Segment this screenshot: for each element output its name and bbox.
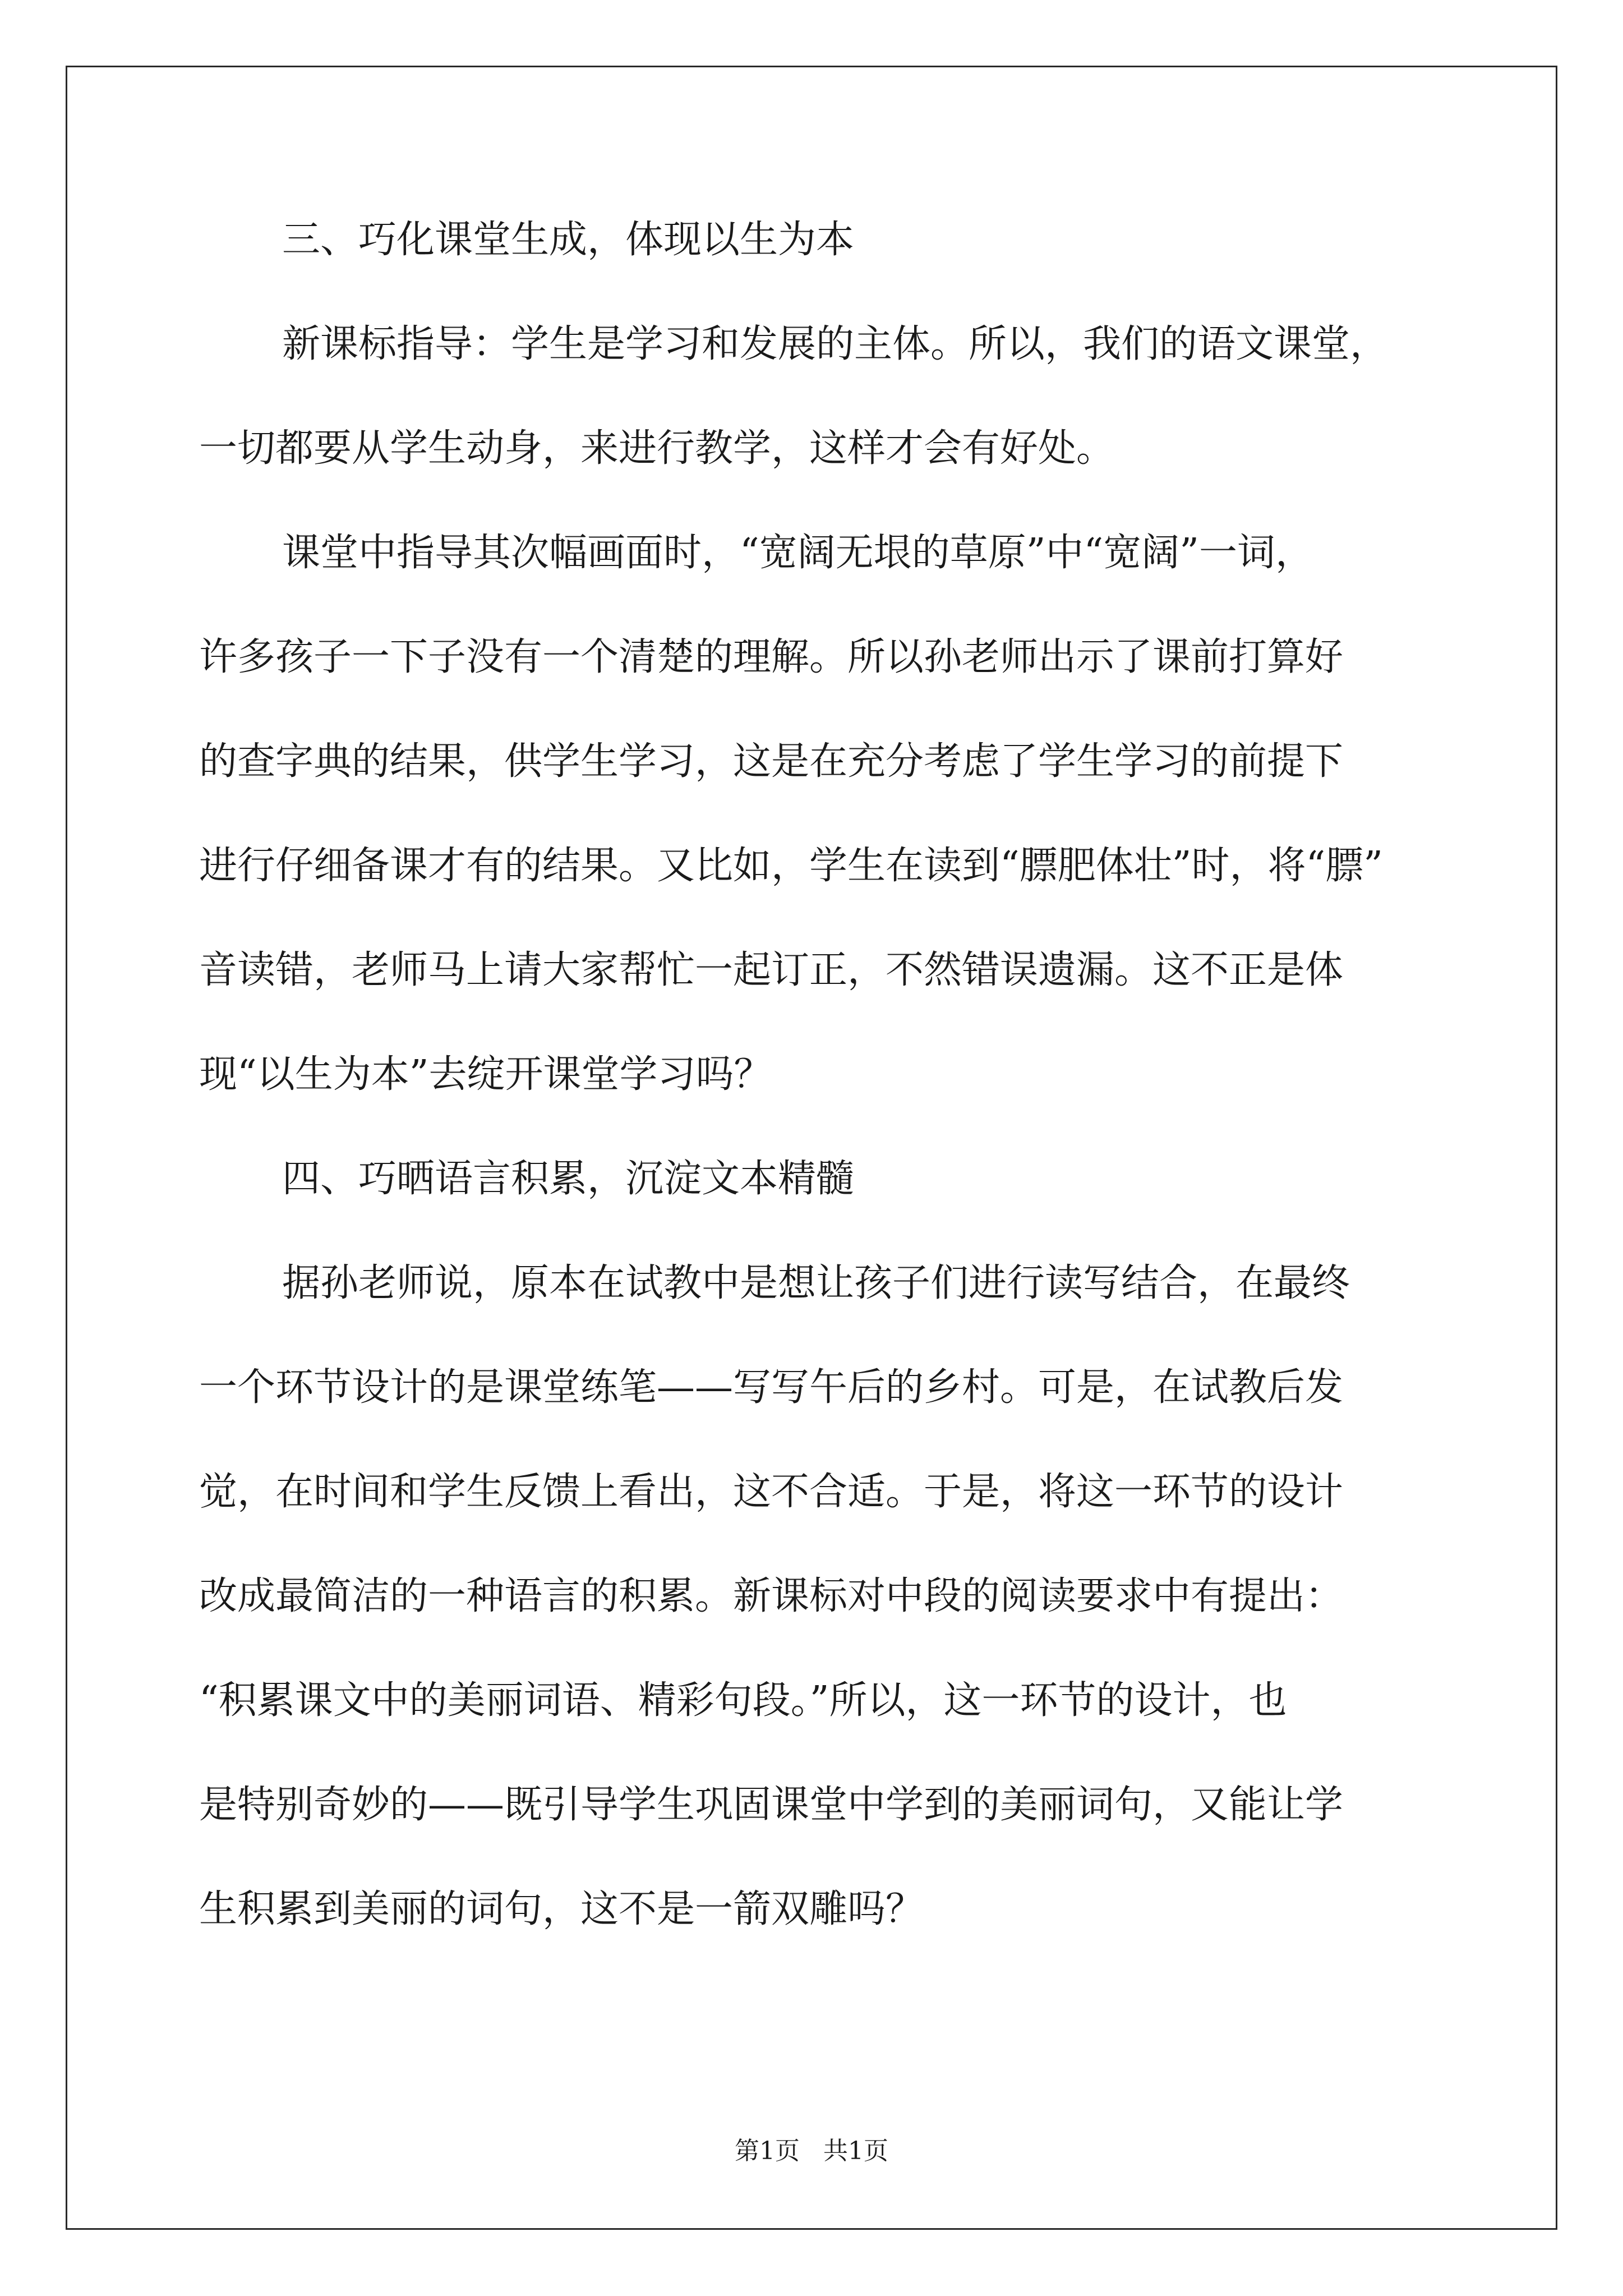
text-line: “积累课文中的美丽词语、精彩句段。”所以，这一环节的设计，也: [199, 1678, 1287, 1723]
text-line: 课堂中指导其次幅画面时，“宽阔无垠的草原”中“宽阔”一词，: [282, 531, 1314, 575]
text-line: 生积累到美丽的词句，这不是一箭双雕吗？: [199, 1887, 924, 1931]
text-line: 一切都要从学生动身，来进行教学，这样才会有好处。: [199, 426, 1115, 471]
text-line: 进行仔细备课才有的结果。又比如，学生在读到“膘肥体壮”时，将“膘”: [199, 844, 1384, 888]
text-line: 三、巧化课堂生成，体现以生为本: [282, 218, 855, 262]
text-line: 四、巧晒语言积累，沉淀文本精髓: [282, 1157, 855, 1201]
text-line: 的查字典的结果，供学生学习，这是在充分考虑了学生学习的前提下: [199, 739, 1344, 784]
text-line: 许多孩子一下子没有一个清楚的理解。所以孙老师出示了课前打算好: [199, 635, 1344, 679]
text-line: 改成最简洁的一种语言的积累。新课标对中段的阅读要求中有提出：: [199, 1574, 1344, 1618]
text-line: 觉，在时间和学生反馈上看出，这不合适。于是，将这一环节的设计: [199, 1470, 1344, 1514]
page-number-footer: 第1页 共1页: [735, 2137, 888, 2165]
text-line: 一个环节设计的是课堂练笔——写写午后的乡村。可是，在试教后发: [199, 1365, 1344, 1410]
text-line: 新课标指导：学生是学习和发展的主体。所以，我们的语文课堂，: [282, 322, 1389, 366]
document-body: [199, 219, 1433, 1993]
text-line: 音读错，老师马上请大家帮忙一起订正，不然错误遗漏。这不正是体: [199, 948, 1344, 992]
text-line: 是特别奇妙的——既引导学生巩固课堂中学到的美丽词句，又能让学: [199, 1783, 1344, 1827]
text-line: 现“以生为本”去绽开课堂学习吗？: [199, 1052, 772, 1097]
text-line: 据孙老师说，原本在试教中是想让孩子们进行读写结合，在最终: [282, 1261, 1350, 1305]
